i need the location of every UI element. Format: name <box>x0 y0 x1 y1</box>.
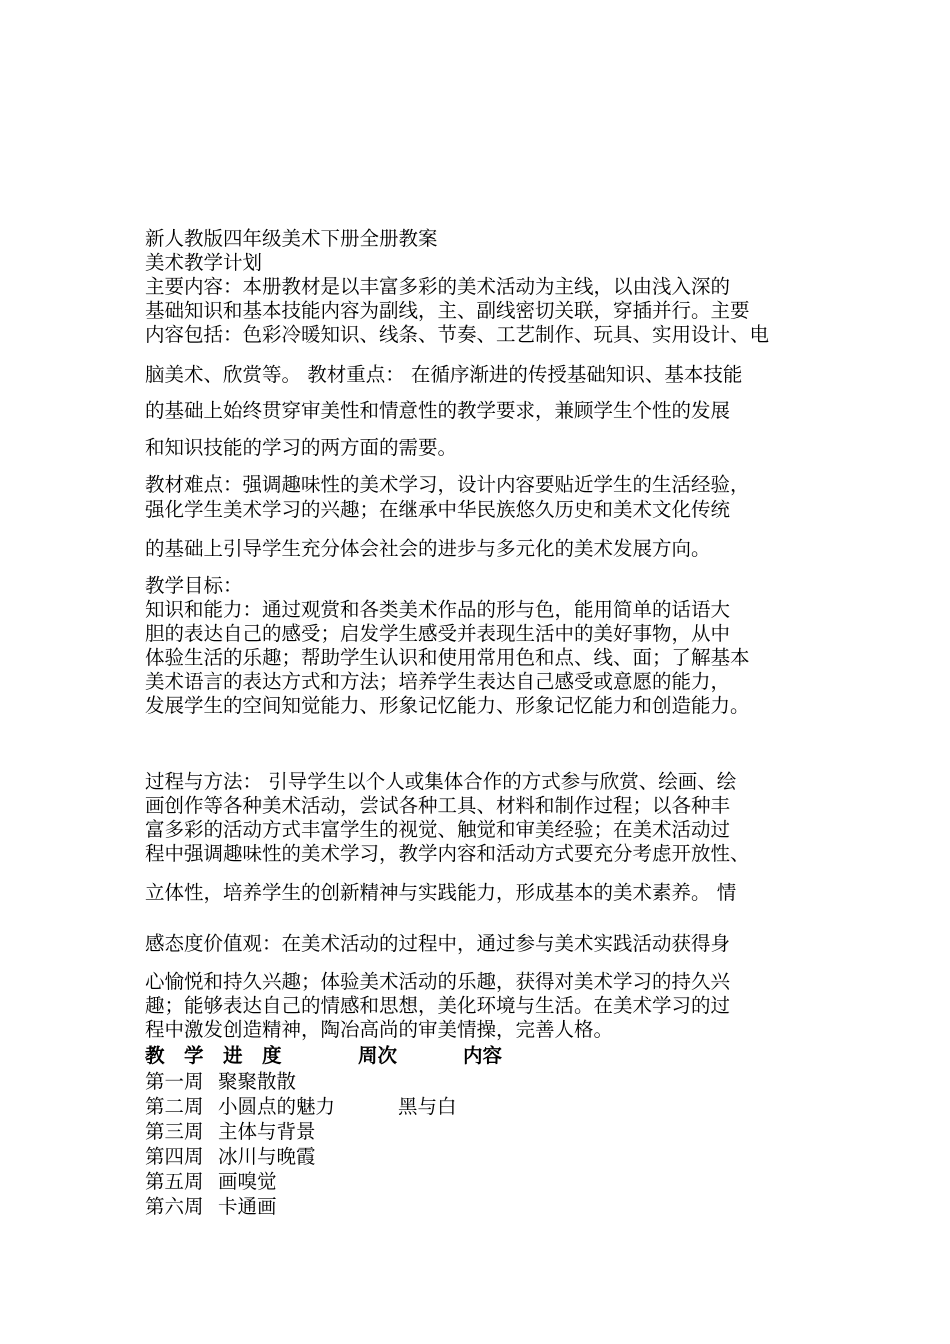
schedule-week: 第四周 <box>145 1145 204 1168</box>
body-line: 富多彩的活动方式丰富学生的视觉、触觉和审美经验；在美术活动过 <box>145 818 731 841</box>
body-line: 脑美术、欣赏等。 教材重点： 在循序渐进的传授基础知识、基本技能 <box>145 363 743 386</box>
body-line: 过程与方法： 引导学生以个人或集体合作的方式参与欣赏、绘画、绘 <box>145 770 737 793</box>
schedule-extra: 黑与白 <box>398 1095 457 1118</box>
body-line: 美术语言的表达方式和方法；培养学生表达自己感受或意愿的能力， <box>145 670 731 693</box>
body-line: 胆的表达自己的感受；启发学生感受并表现生活中的美好事物，从中 <box>145 622 731 645</box>
schedule-header-content: 内容 <box>463 1044 503 1067</box>
body-line: 发展学生的空间知觉能力、形象记忆能力、形象记忆能力和创造能力。 <box>145 694 750 717</box>
document-title: 新人教版四年级美术下册全册教案 <box>145 227 438 250</box>
schedule-week: 第一周 <box>145 1070 204 1093</box>
body-line: 强化学生美术学习的兴趣；在继承中华民族悠久历史和美术文化传统 <box>145 498 731 521</box>
body-line: 趣；能够表达自己的情感和思想，美化环境与生活。在美术学习的过 <box>145 994 731 1017</box>
section-heading: 教学目标： <box>145 574 243 597</box>
body-line: 内容包括：色彩冷暖知识、线条、节奏、工艺制作、玩具、实用设计、电 <box>145 323 770 346</box>
body-line: 的基础上始终贯穿审美性和情意性的教学要求，兼顾学生个性的发展 <box>145 399 731 422</box>
body-line: 画创作等各种美术活动，尝试各种工具、材料和制作过程；以各种丰 <box>145 794 731 817</box>
schedule-content: 画嗅觉 <box>218 1170 277 1193</box>
body-line: 体验生活的乐趣；帮助学生认识和使用常用色和点、线、面；了解基本 <box>145 646 750 669</box>
body-line: 和知识技能的学习的两方面的需要。 <box>145 436 458 459</box>
document-subtitle: 美术教学计划 <box>145 251 263 274</box>
body-line: 心愉悦和持久兴趣；体验美术活动的乐趣，获得对美术学习的持久兴 <box>145 970 731 993</box>
schedule-header-week: 周次 <box>358 1044 398 1067</box>
schedule-content: 卡通画 <box>218 1195 277 1218</box>
schedule-week: 第二周 <box>145 1095 204 1118</box>
schedule-content: 小圆点的魅力 <box>218 1095 336 1118</box>
body-line: 立体性，培养学生的创新精神与实践能力，形成基本的美术素养。 情 <box>145 881 737 904</box>
body-line: 基础知识和基本技能内容为副线，主、副线密切关联，穿插并行。主要 <box>145 299 750 322</box>
body-line: 感态度价值观：在美术活动的过程中，通过参与美术实践活动获得身 <box>145 932 731 955</box>
schedule-week: 第三周 <box>145 1120 204 1143</box>
schedule-content: 主体与背景 <box>218 1120 316 1143</box>
schedule-week: 第六周 <box>145 1195 204 1218</box>
body-line: 教材难点：强调趣味性的美术学习，设计内容要贴近学生的生活经验， <box>145 473 750 496</box>
body-line: 程中强调趣味性的美术学习，教学内容和活动方式要充分考虑开放性、 <box>145 842 750 865</box>
body-line: 的基础上引导学生充分体会社会的进步与多元化的美术发展方向。 <box>145 537 711 560</box>
schedule-content: 聚聚散散 <box>218 1070 297 1093</box>
body-line: 主要内容：本册教材是以丰富多彩的美术活动为主线，以由浅入深的 <box>145 275 731 298</box>
schedule-week: 第五周 <box>145 1170 204 1193</box>
body-line: 程中激发创造精神，陶冶高尚的审美情操，完善人格。 <box>145 1018 614 1041</box>
schedule-content: 冰川与晚霞 <box>218 1145 316 1168</box>
body-line: 知识和能力：通过观赏和各类美术作品的形与色，能用简单的话语大 <box>145 598 731 621</box>
schedule-header-progress: 教 学 进 度 <box>145 1044 282 1067</box>
